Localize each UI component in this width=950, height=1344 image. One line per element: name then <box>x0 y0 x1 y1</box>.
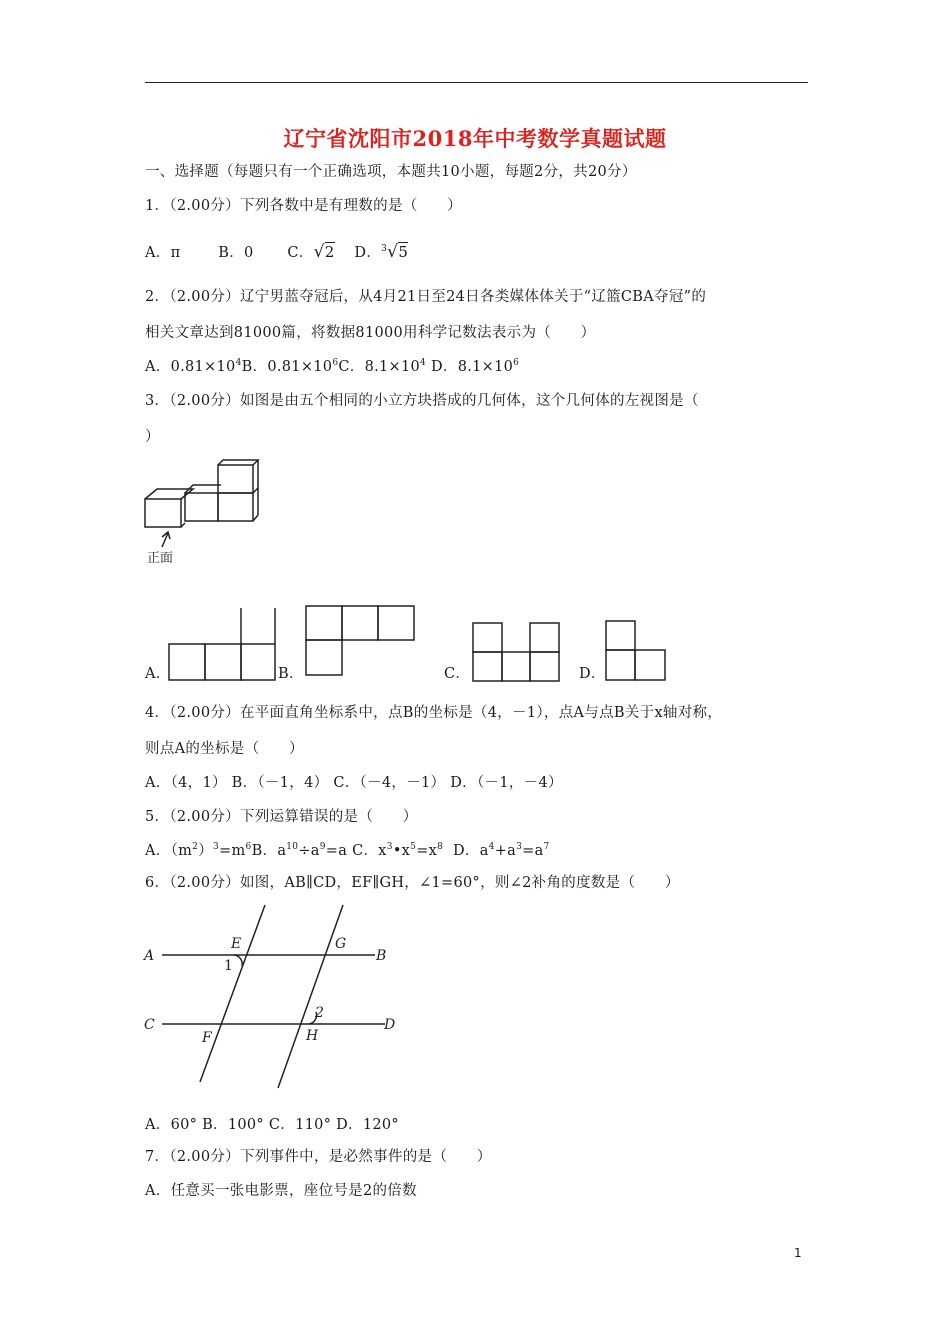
q1-option-b: B．0 <box>218 245 254 261</box>
q1-option-c: C． <box>287 245 314 261</box>
label-f: F <box>202 1030 212 1046</box>
q3-option-c-label: C． <box>444 666 471 682</box>
q2-options <box>145 357 519 377</box>
label-c: C <box>144 1017 155 1033</box>
q1-option-a: A．π <box>145 245 181 261</box>
q3-option-c-figure <box>470 620 565 685</box>
exponent: 9 <box>319 842 326 852</box>
exponent: 10 <box>286 842 299 852</box>
q3-stem-1: 3．（2.00分）如图是由五个相同的小立方块搭成的几何体，这个几何体的左视图是（ <box>145 393 699 409</box>
q6-options: A．60° B．100° C．110° D．120° <box>145 1117 399 1133</box>
text: =a <box>325 843 348 859</box>
exponent: 2 <box>192 842 199 852</box>
q7-option-a: A．任意买一张电影票，座位号是2的倍数 <box>145 1183 417 1199</box>
q5-option-b: B．a <box>251 843 287 859</box>
q6-parallel-lines-figure <box>140 900 410 1090</box>
text: +a <box>494 843 517 859</box>
page-title: 辽宁省沈阳市2018年中考数学真题试题 <box>283 126 667 151</box>
q2-option-c: C．8.1×10 <box>338 359 421 375</box>
q2-option-b: B．0.81×10 <box>241 359 333 375</box>
exponent: 4 <box>235 358 242 368</box>
exponent: 7 <box>543 842 550 852</box>
q3-solid-figure <box>140 455 270 570</box>
exponent: 3 <box>516 842 523 852</box>
label-angle-2: 2 <box>315 1005 324 1021</box>
q3-stem-2: ） <box>145 429 160 445</box>
text: •x <box>392 843 411 859</box>
q3-option-a-label: A． <box>145 666 171 682</box>
label-d: D <box>384 1017 396 1033</box>
exponent: 4 <box>488 842 495 852</box>
q5-option-a: A．（m <box>145 843 193 859</box>
q3-option-b-label: B． <box>278 666 304 682</box>
text: =a <box>522 843 544 859</box>
q6-stem: 6．（2.00分）如图，AB∥CD，EF∥GH，∠1=60°，则∠2补角的度数是（ ） <box>145 875 680 891</box>
q1-option-d: D． <box>354 245 382 261</box>
exponent: 4 <box>420 358 427 368</box>
q5-options <box>145 841 550 861</box>
exponent: 3 <box>213 842 220 852</box>
q4-options: A．（4，1） B．（－1，4） C．（－4，－1） D．（－1，－4） <box>145 775 563 791</box>
q4-stem-2: 则点A的坐标是（ ） <box>145 741 304 757</box>
q1-option-d-index: 3 <box>381 244 388 254</box>
label-angle-1: 1 <box>224 958 233 974</box>
q5-option-c: C．x <box>352 843 387 859</box>
q3-option-b-figure <box>303 603 418 678</box>
page-number: 1 <box>794 1246 802 1260</box>
q2-stem-2: 相关文章达到81000篇，将数据81000用科学记数法表示为（ ） <box>145 325 596 341</box>
exponent: 6 <box>513 358 520 368</box>
exponent: 6 <box>332 358 339 368</box>
q5-stem: 5．（2.00分）下列运算错误的是（ ） <box>145 809 418 825</box>
q2-stem-1: 2．（2.00分）辽宁男蓝夺冠后，从4月21日至24日各类媒体体关于“辽篮CBA夺冠”的 <box>145 289 707 305</box>
q2-option-d: D．8.1×10 <box>430 359 514 375</box>
q1-option-c-radicand: 2 <box>324 243 335 261</box>
q5-option-d: D．a <box>452 843 489 859</box>
q1-options <box>145 242 408 263</box>
text: =x <box>416 843 438 859</box>
label-h: H <box>306 1028 319 1044</box>
text: ） <box>198 843 214 859</box>
label-e: E <box>231 936 242 952</box>
exponent: 8 <box>437 842 444 852</box>
sqrt-symbol: √ <box>387 242 399 262</box>
q3-option-d-label: D． <box>579 666 606 682</box>
sqrt-symbol: √ <box>313 242 325 262</box>
label-a: A <box>144 948 155 964</box>
header-rule <box>145 82 808 83</box>
q7-stem: 7．（2.00分）下列事件中，是必然事件的是（ ） <box>145 1149 492 1165</box>
text: ÷a <box>298 843 320 859</box>
q2-option-a: A．0.81×10 <box>145 359 236 375</box>
label-g: G <box>335 936 347 952</box>
exponent: 5 <box>410 842 417 852</box>
q3-option-a-figure <box>165 604 280 684</box>
q1-stem: 1．（2.00分）下列各数中是有理数的是（ ） <box>145 198 462 214</box>
q4-stem-1: 4．（2.00分）在平面直角坐标系中，点B的坐标是（4，－1），点A与点B关于x轴对称， <box>145 705 723 721</box>
text: =m <box>219 843 246 859</box>
front-label: 正面 <box>147 551 174 566</box>
exponent: 3 <box>386 842 393 852</box>
label-b: B <box>376 948 387 964</box>
q1-option-d-radicand: 5 <box>398 243 409 261</box>
section-heading: 一、选择题（每题只有一个正确选项，本题共10小题，每题2分，共20分） <box>145 164 637 180</box>
exponent: 6 <box>245 842 252 852</box>
q3-option-d-figure <box>603 618 673 684</box>
